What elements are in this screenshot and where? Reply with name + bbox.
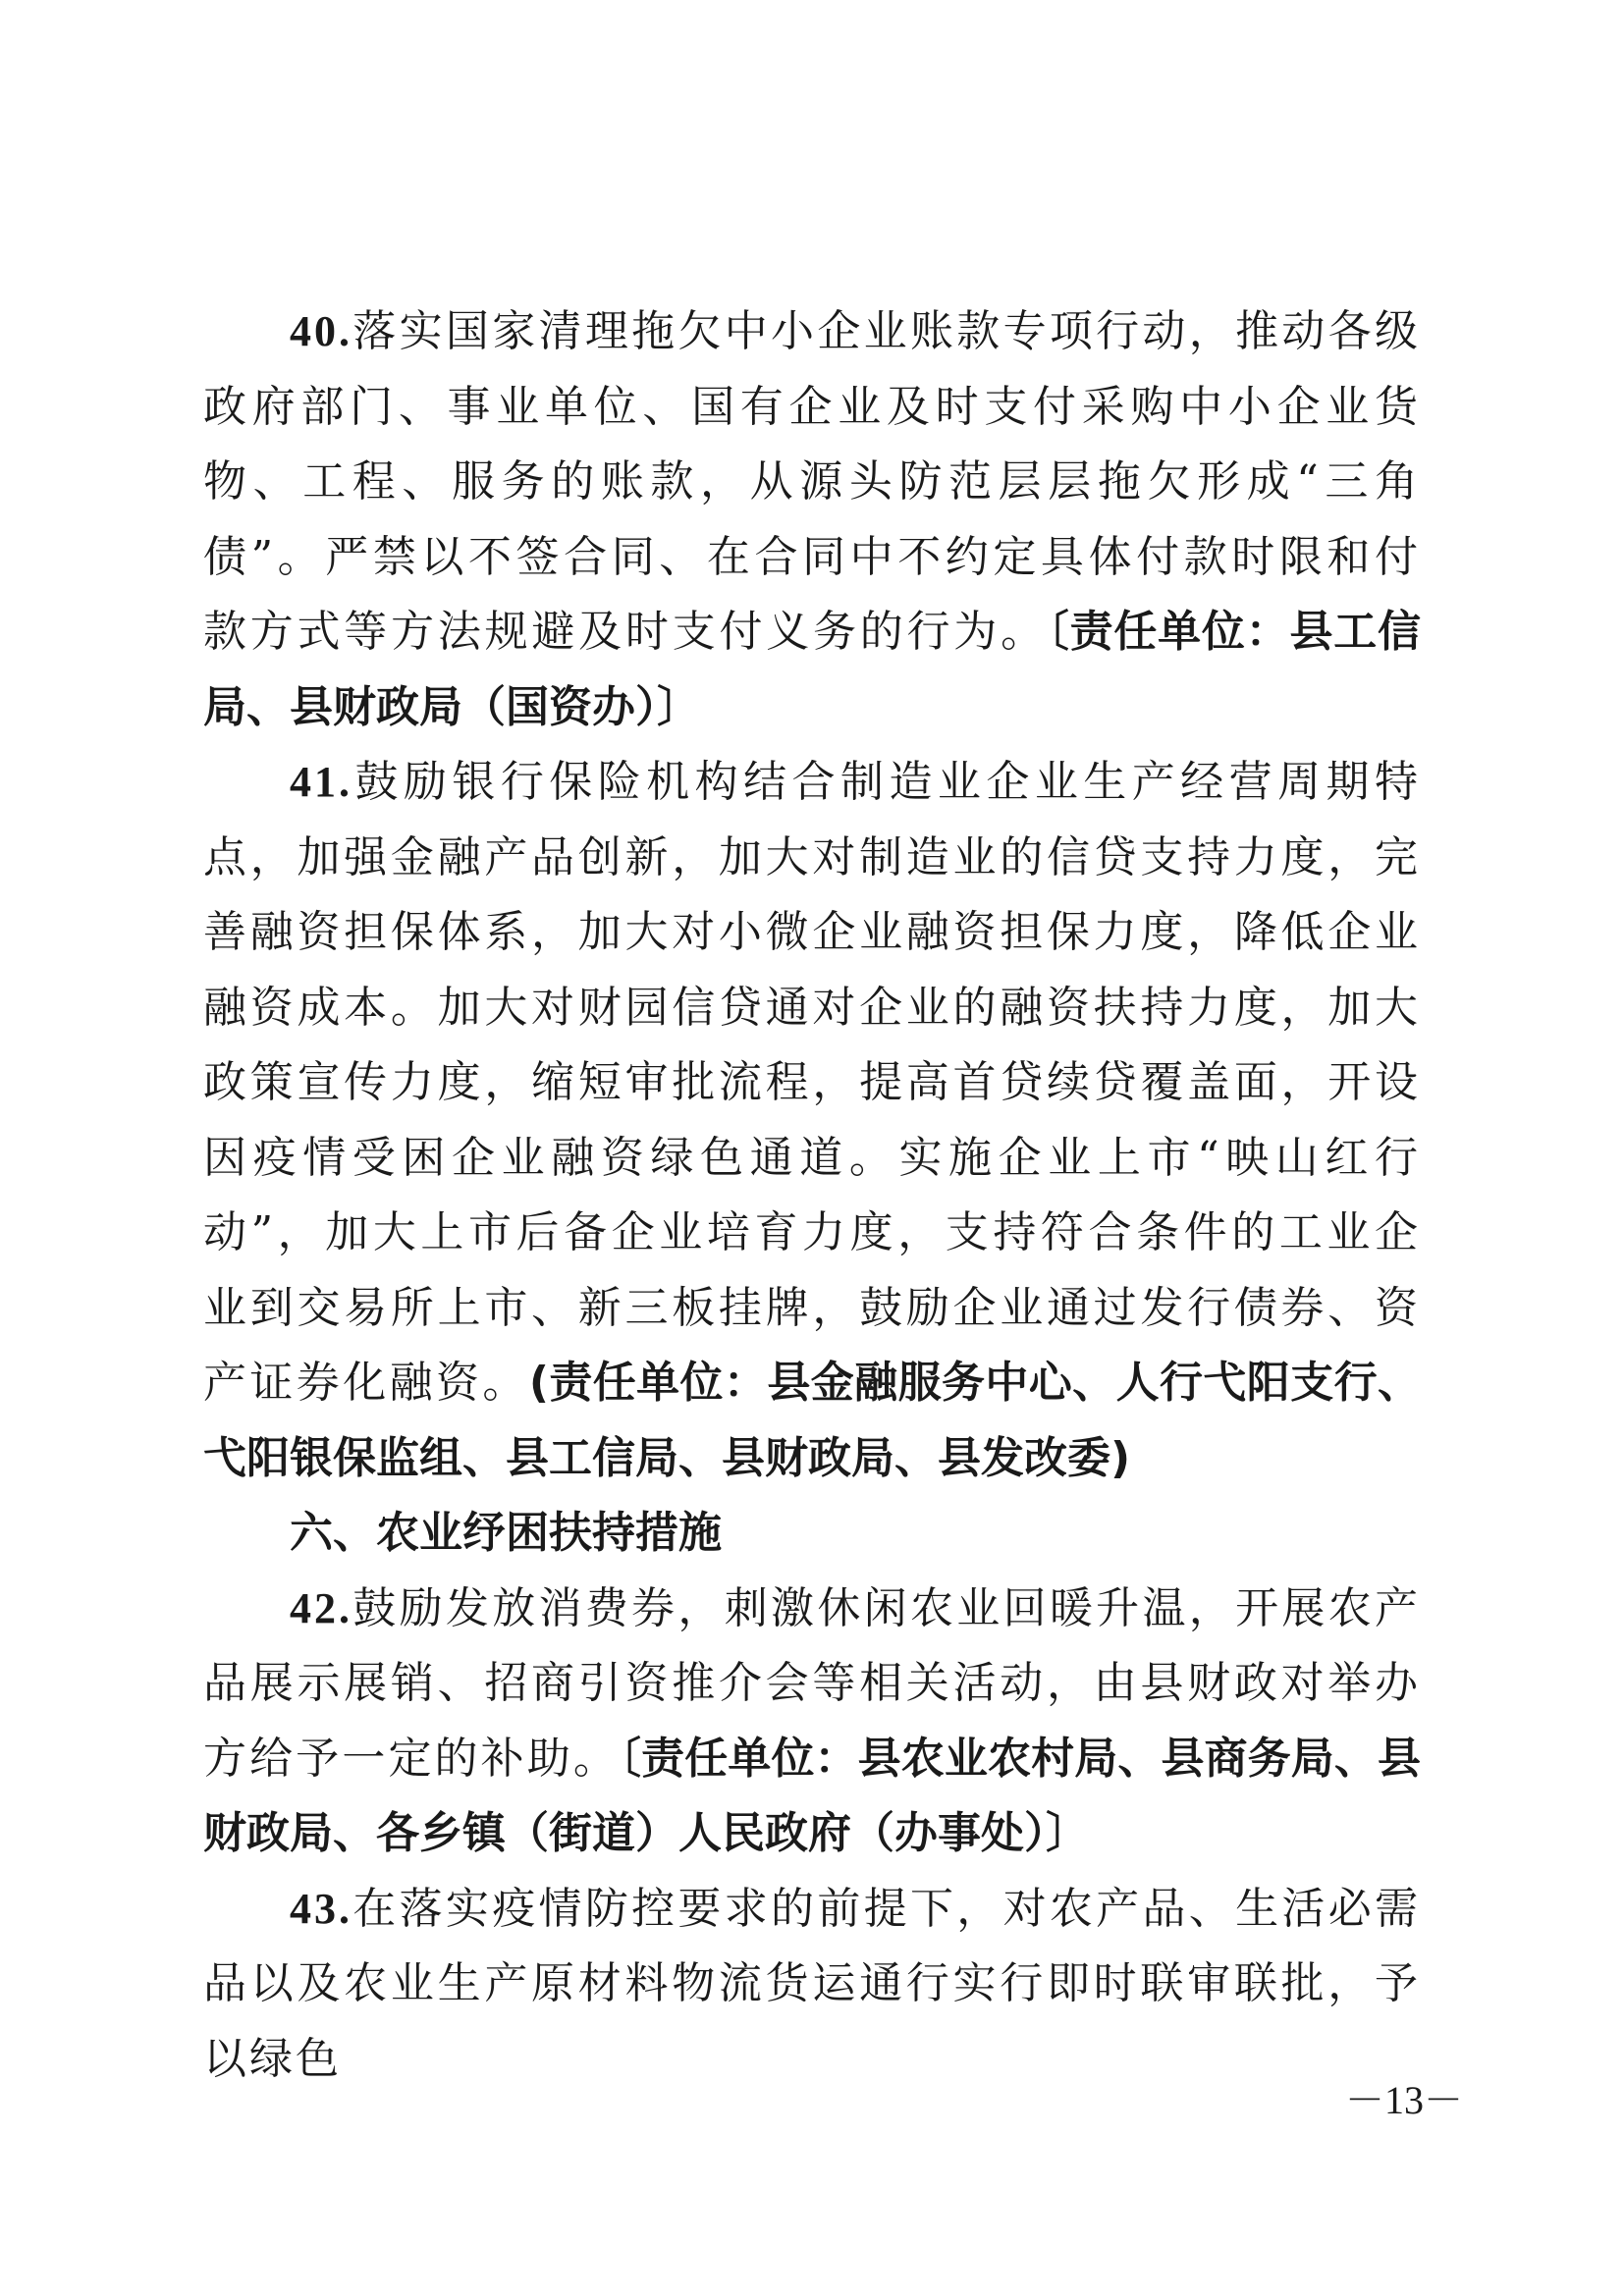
document-body [203, 294, 1421, 2097]
paragraph-40 [203, 294, 1421, 745]
item-number: 40. [290, 307, 352, 355]
paragraph-text: 鼓励银行保险机构结合制造业企业生产经营周期特点，加强金融产品创新，加大对制造业的信贷支持力度，完善融资担保体系，加大对小微企业融资担保力度，降低企业融资成本。加大对财园信贷通对企业的融资扶持力度，加大政策宣传力度，缩短审批流程，提高首贷续贷覆盖面，开设因疫情受困企业融资绿色通道。实施企业上市“映山红行动”，加大上市后备企业培育力度，支持符合条件的工业企业到交易所上市、新三板挂牌，鼓励企业通过发行债券、资产证券化融资。 [203, 757, 1421, 1408]
paragraph-text: 落实国家清理拖欠中小企业账款专项行动，推动各级政府部门、事业单位、国有企业及时支付采购中小企业货物、工程、服务的账款，从源头防范层层拖欠形成“三角债”。严禁以不签合同、在合同中不约定具体付款时限和付款方式等方法规避及时支付义务的行为。 [203, 306, 1421, 657]
section-heading: 六、农业纾困扶持措施 [290, 1508, 722, 1558]
responsible-units: 〔责任单位：县工信局、县财政局（国资办）〕 [203, 607, 1422, 732]
responsible-units: (责任单位：县金融服务中心、人行弋阳支行、弋阳银保监组、县工信局、县财政局、县发改委) [203, 1358, 1422, 1483]
responsible-units: 〔责任单位：县农业农村局、县商务局、县财政局、各乡镇（街道）人民政府（办事处）〕 [203, 1733, 1421, 1858]
item-number: 41. [290, 758, 352, 806]
item-number: 43. [290, 1884, 352, 1933]
paragraph-43 [203, 1872, 1421, 2098]
paragraph-text: 鼓励发放消费券，刺激休闲农业回暖升温，开展农产品展示展销、招商引资推介会等相关活动，由县财政对举办方给予一定的补助。 [203, 1582, 1421, 1784]
paragraph-41 [203, 745, 1421, 1496]
page-number: －13－ [1345, 2078, 1463, 2122]
paragraph-text: 在落实疫情防控要求的前提下，对农产品、生活必需品以及农业生产原材料物流货运通行实行即时联审联批，予以绿色 [203, 1883, 1421, 2084]
item-number: 42. [290, 1583, 352, 1632]
paragraph-42 [203, 1572, 1421, 1872]
